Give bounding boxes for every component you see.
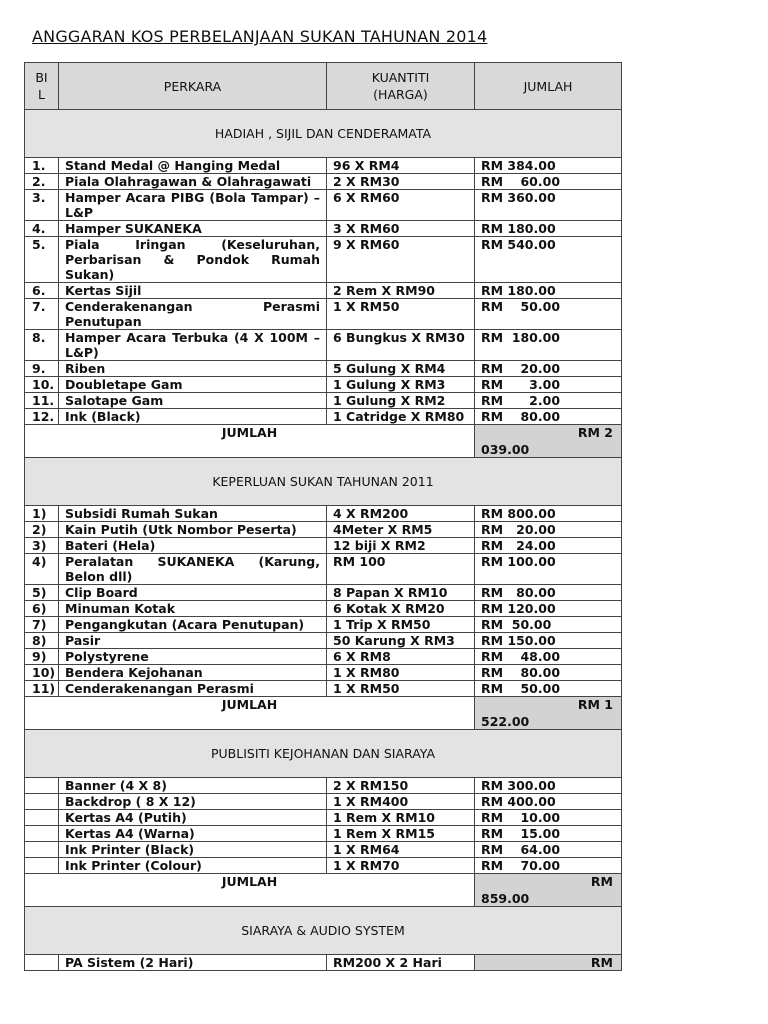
item-number: 4. (25, 221, 59, 237)
item-amount: RM 100.00 (475, 554, 622, 585)
table-row (25, 955, 622, 971)
item-description: Bateri (Hela) (59, 538, 327, 554)
item-description: Polystyrene (59, 649, 327, 665)
item-amount: RM 400.00 (475, 794, 622, 810)
table-row (25, 361, 622, 377)
header-perkara: PERKARA (59, 63, 327, 110)
item-amount: RM 80.00 (475, 665, 622, 681)
item-number: 11) (25, 681, 59, 697)
item-amount: RM 15.00 (475, 826, 622, 842)
item-description: Piala Iringan (Keseluruhan, Perbarisan & Pondok Rumah Sukan) (59, 237, 327, 283)
item-amount: RM 50.00 (475, 617, 622, 633)
item-quantity: RM 100 (327, 554, 475, 585)
item-quantity: RM200 X 2 Hari (327, 955, 475, 971)
item-amount: RM 50.00 (475, 299, 622, 330)
header-bil: BI L (25, 63, 59, 110)
table-row (25, 393, 622, 409)
item-amount: RM 24.00 (475, 538, 622, 554)
item-quantity: 1 X RM50 (327, 299, 475, 330)
item-quantity: 1 Gulung X RM3 (327, 377, 475, 393)
item-amount: RM 2.00 (475, 393, 622, 409)
item-description: Kertas A4 (Putih) (59, 810, 327, 826)
table-header-row (25, 63, 622, 110)
table-row (25, 538, 622, 554)
table-row (25, 649, 622, 665)
section-total-amount (475, 874, 622, 907)
table-row (25, 585, 622, 601)
table-row (25, 778, 622, 794)
item-amount: RM 50.00 (475, 681, 622, 697)
item-description: Hamper Acara PIBG (Bola Tampar) – L&P (59, 190, 327, 221)
total-line-1: RM (590, 874, 613, 889)
item-description: Ink Printer (Colour) (59, 858, 327, 874)
item-description: Kertas Sijil (59, 283, 327, 299)
item-amount: RM 180.00 (475, 221, 622, 237)
item-description: Piala Olahragawan & Olahragawati (59, 174, 327, 190)
item-quantity: 1 Trip X RM50 (327, 617, 475, 633)
item-quantity: 6 X RM8 (327, 649, 475, 665)
item-quantity: 1 X RM400 (327, 794, 475, 810)
item-amount: RM 180.00 (475, 283, 622, 299)
section-total-row (25, 874, 622, 907)
item-number: 5) (25, 585, 59, 601)
item-description: Stand Medal @ Hanging Medal (59, 158, 327, 174)
table-row (25, 794, 622, 810)
total-line-1: RM 1 (577, 697, 613, 712)
total-label: JUMLAH (25, 874, 475, 907)
item-amount: RM 120.00 (475, 601, 622, 617)
item-description: Backdrop ( 8 X 12) (59, 794, 327, 810)
total-line-2: 039.00 (481, 442, 530, 457)
item-number: 9. (25, 361, 59, 377)
item-quantity: 1 X RM70 (327, 858, 475, 874)
item-quantity: 4 X RM200 (327, 506, 475, 522)
item-description: Salotape Gam (59, 393, 327, 409)
table-row (25, 299, 622, 330)
section-title: HADIAH , SIJIL DAN CENDERAMATA (25, 110, 622, 158)
item-amount: RM (475, 955, 622, 971)
section-header-row (25, 458, 622, 506)
item-description: Cenderakenangan Perasmi (59, 681, 327, 697)
item-number: 2. (25, 174, 59, 190)
header-kuantiti: KUANTITI (HARGA) (327, 63, 475, 110)
section-header-row (25, 730, 622, 778)
table-row (25, 283, 622, 299)
item-number: 1. (25, 158, 59, 174)
item-number: 4) (25, 554, 59, 585)
item-quantity: 9 X RM60 (327, 237, 475, 283)
item-number: 10) (25, 665, 59, 681)
item-description: Ink (Black) (59, 409, 327, 425)
item-number: 8) (25, 633, 59, 649)
item-description: Bendera Kejohanan (59, 665, 327, 681)
item-description: Pengangkutan (Acara Penutupan) (59, 617, 327, 633)
item-amount: RM 80.00 (475, 409, 622, 425)
item-amount: RM 384.00 (475, 158, 622, 174)
item-description: Riben (59, 361, 327, 377)
item-number: 8. (25, 330, 59, 361)
item-number: 7. (25, 299, 59, 330)
total-label: JUMLAH (25, 697, 475, 730)
item-quantity: 8 Papan X RM10 (327, 585, 475, 601)
total-label: JUMLAH (25, 425, 475, 458)
item-number: 12. (25, 409, 59, 425)
table-row (25, 237, 622, 283)
item-amount: RM 360.00 (475, 190, 622, 221)
item-description: Banner (4 X 8) (59, 778, 327, 794)
item-quantity: 2 X RM30 (327, 174, 475, 190)
item-number (25, 810, 59, 826)
item-number: 6) (25, 601, 59, 617)
item-description: Subsidi Rumah Sukan (59, 506, 327, 522)
table-row (25, 633, 622, 649)
table-row (25, 174, 622, 190)
item-amount: RM 540.00 (475, 237, 622, 283)
item-description: Peralatan SUKANEKA (Karung, Belon dll) (59, 554, 327, 585)
item-amount: RM 10.00 (475, 810, 622, 826)
item-description: Clip Board (59, 585, 327, 601)
table-row (25, 554, 622, 585)
item-quantity: 1 Rem X RM10 (327, 810, 475, 826)
item-amount: RM 70.00 (475, 858, 622, 874)
item-number: 3) (25, 538, 59, 554)
item-amount: RM 150.00 (475, 633, 622, 649)
section-total-row (25, 697, 622, 730)
item-number (25, 955, 59, 971)
item-number (25, 826, 59, 842)
budget-table (24, 62, 622, 971)
item-amount: RM 20.00 (475, 361, 622, 377)
section-total-amount (475, 697, 622, 730)
item-description: Minuman Kotak (59, 601, 327, 617)
table-row (25, 842, 622, 858)
item-amount: RM 20.00 (475, 522, 622, 538)
table-row (25, 409, 622, 425)
table-row (25, 858, 622, 874)
section-header-row (25, 907, 622, 955)
item-number: 9) (25, 649, 59, 665)
item-number: 6. (25, 283, 59, 299)
item-amount: RM 64.00 (475, 842, 622, 858)
header-jumlah: JUMLAH (475, 63, 622, 110)
item-amount: RM 3.00 (475, 377, 622, 393)
item-number: 7) (25, 617, 59, 633)
document-title: ANGGARAN KOS PERBELANJAAN SUKAN TAHUNAN 2014 (32, 27, 488, 46)
item-amount: RM 80.00 (475, 585, 622, 601)
item-quantity: 2 X RM150 (327, 778, 475, 794)
section-total-row (25, 425, 622, 458)
item-number (25, 794, 59, 810)
item-number (25, 842, 59, 858)
item-quantity: 4Meter X RM5 (327, 522, 475, 538)
item-quantity: 96 X RM4 (327, 158, 475, 174)
section-title: KEPERLUAN SUKAN TAHUNAN 2011 (25, 458, 622, 506)
item-description: Hamper Acara Terbuka (4 X 100M – L&P) (59, 330, 327, 361)
table-row (25, 810, 622, 826)
item-quantity: 5 Gulung X RM4 (327, 361, 475, 377)
section-title: SIARAYA & AUDIO SYSTEM (25, 907, 622, 955)
table-row (25, 506, 622, 522)
item-number: 1) (25, 506, 59, 522)
table-row (25, 158, 622, 174)
section-title: PUBLISITI KEJOHANAN DAN SIARAYA (25, 730, 622, 778)
table-row (25, 665, 622, 681)
total-line-2: 522.00 (481, 714, 530, 729)
item-description: PA Sistem (2 Hari) (59, 955, 327, 971)
item-number: 11. (25, 393, 59, 409)
item-quantity: 12 biji X RM2 (327, 538, 475, 554)
item-description: Ink Printer (Black) (59, 842, 327, 858)
table-row (25, 522, 622, 538)
item-quantity: 1 Gulung X RM2 (327, 393, 475, 409)
table-row (25, 617, 622, 633)
item-amount: RM 800.00 (475, 506, 622, 522)
table-row (25, 330, 622, 361)
item-number: 10. (25, 377, 59, 393)
item-amount: RM 48.00 (475, 649, 622, 665)
item-description: Hamper SUKANEKA (59, 221, 327, 237)
item-number (25, 858, 59, 874)
item-description: Kertas A4 (Warna) (59, 826, 327, 842)
item-quantity: 1 Rem X RM15 (327, 826, 475, 842)
item-quantity: 6 Bungkus X RM30 (327, 330, 475, 361)
section-header-row (25, 110, 622, 158)
item-quantity: 2 Rem X RM90 (327, 283, 475, 299)
item-amount: RM 300.00 (475, 778, 622, 794)
item-quantity: 6 Kotak X RM20 (327, 601, 475, 617)
total-line-1: RM 2 (577, 425, 613, 440)
item-quantity: 3 X RM60 (327, 221, 475, 237)
total-line-2: 859.00 (481, 891, 530, 906)
item-number: 2) (25, 522, 59, 538)
item-description: Pasir (59, 633, 327, 649)
item-amount: RM 180.00 (475, 330, 622, 361)
item-description: Doubletape Gam (59, 377, 327, 393)
item-amount: RM 60.00 (475, 174, 622, 190)
section-total-amount (475, 425, 622, 458)
item-quantity: 1 X RM64 (327, 842, 475, 858)
table-row (25, 190, 622, 221)
table-row (25, 377, 622, 393)
item-number: 3. (25, 190, 59, 221)
item-quantity: 1 Catridge X RM80 (327, 409, 475, 425)
item-quantity: 1 X RM50 (327, 681, 475, 697)
item-quantity: 6 X RM60 (327, 190, 475, 221)
table-row (25, 221, 622, 237)
item-quantity: 1 X RM80 (327, 665, 475, 681)
item-quantity: 50 Karung X RM3 (327, 633, 475, 649)
item-number: 5. (25, 237, 59, 283)
table-row (25, 826, 622, 842)
item-number (25, 778, 59, 794)
table-row (25, 681, 622, 697)
item-description: Cenderakenangan Perasmi Penutupan (59, 299, 327, 330)
item-description: Kain Putih (Utk Nombor Peserta) (59, 522, 327, 538)
table-row (25, 601, 622, 617)
